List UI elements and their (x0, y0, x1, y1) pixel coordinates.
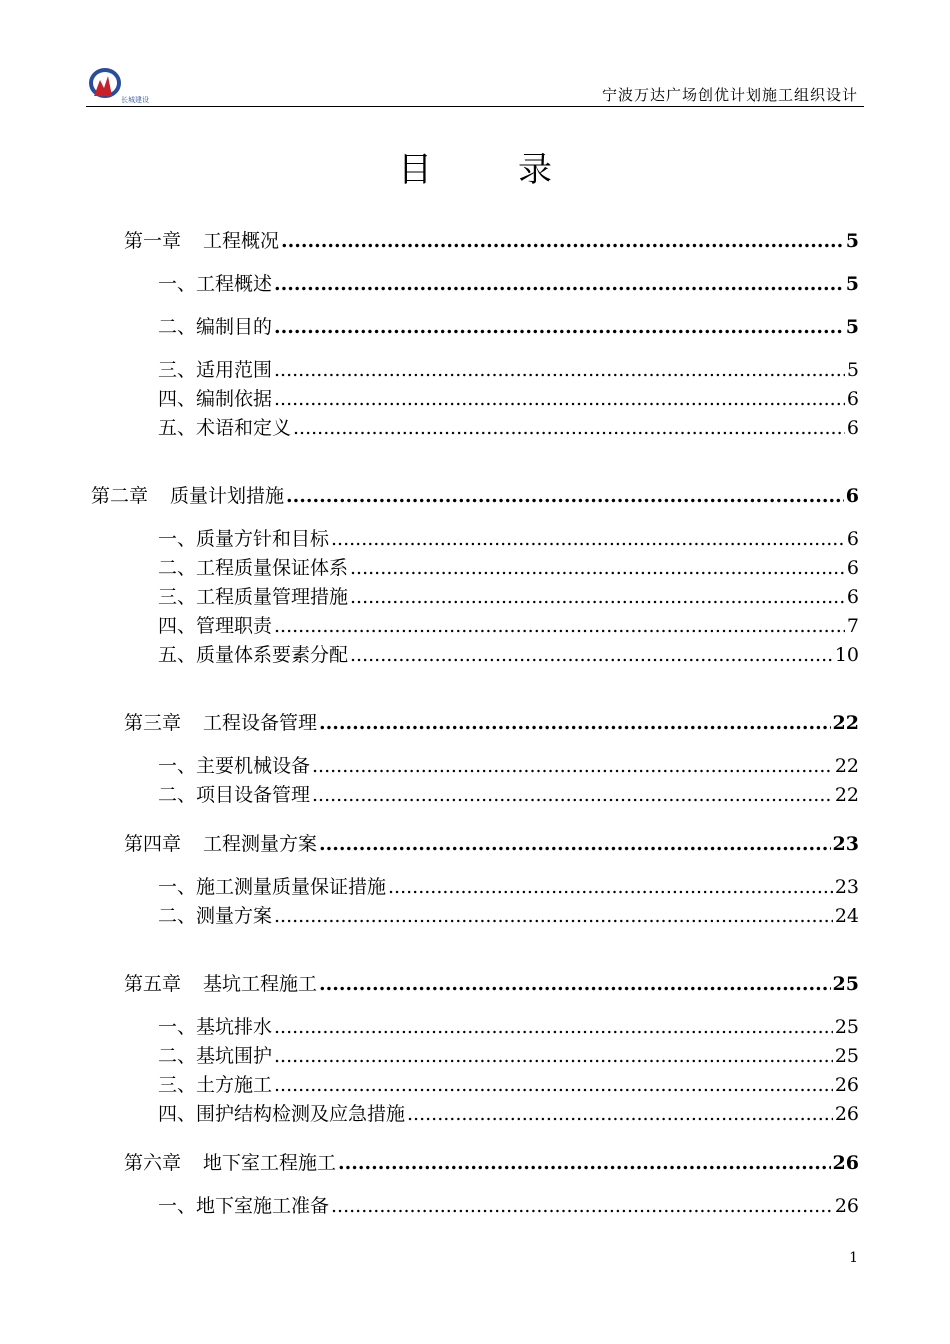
entry-label: 四、围护结构检测及应急措施 (158, 1103, 406, 1125)
leader-dots (350, 555, 845, 581)
toc-entry-section[interactable] (158, 526, 859, 552)
leader-dots (319, 710, 831, 736)
toc-entry-chapter[interactable] (124, 228, 859, 254)
leader-dots (407, 1101, 833, 1127)
toc-title-char-1: 目 (398, 150, 432, 190)
entry-page: 7 (846, 615, 859, 637)
entry-page: 6 (846, 417, 859, 439)
entry-label: 一、施工测量质量保证措施 (158, 876, 387, 898)
toc-entry-section[interactable] (158, 415, 859, 441)
entry-label: 四、管理职责 (158, 615, 273, 637)
entry-label: 五、术语和定义 (158, 417, 292, 439)
toc-entry-section[interactable] (158, 874, 859, 900)
entry-label: 二、编制目的 (158, 316, 273, 338)
toc-entry-section[interactable] (158, 1072, 859, 1098)
entry-label: 基坑工程施工 (203, 973, 318, 995)
leader-dots (274, 613, 845, 639)
toc-entry-chapter[interactable] (124, 831, 859, 857)
toc-entry-section[interactable] (158, 613, 859, 639)
leader-dots (388, 874, 833, 900)
entry-page: 6 (846, 388, 859, 410)
company-logo (88, 66, 150, 104)
toc-entry-section[interactable] (158, 386, 859, 412)
entry-page: 6 (845, 485, 859, 507)
entry-label: 一、主要机械设备 (158, 755, 311, 777)
entry-page: 6 (846, 586, 859, 608)
entry-label: 工程测量方案 (203, 833, 318, 855)
leader-dots (286, 483, 844, 509)
toc-title-char-2: 录 (518, 150, 552, 190)
toc-entry-chapter[interactable] (124, 710, 859, 736)
entry-page: 22 (832, 712, 859, 734)
leader-dots (274, 903, 833, 929)
entry-label: 二、项目设备管理 (158, 784, 311, 806)
entry-page: 22 (834, 755, 859, 777)
entry-label: 一、工程概述 (158, 273, 273, 295)
entry-page: 25 (832, 973, 859, 995)
leader-dots (331, 1193, 833, 1219)
leader-dots (293, 415, 845, 441)
entry-label: 三、工程质量管理措施 (158, 586, 349, 608)
entry-page: 25 (834, 1045, 859, 1067)
entry-page: 5 (846, 359, 859, 381)
leader-dots (281, 228, 844, 254)
toc-entry-chapter[interactable] (124, 1150, 859, 1176)
header-divider (86, 106, 864, 107)
leader-dots (312, 753, 833, 779)
entry-page: 5 (845, 273, 859, 295)
entry-label: 五、质量体系要素分配 (158, 644, 349, 666)
document-header-title: 宁波万达广场创优计划施工组织设计 (601, 86, 858, 104)
leader-dots (274, 1043, 833, 1069)
chapter-number: 第四章 (124, 833, 182, 855)
entry-page: 24 (834, 905, 859, 927)
toc-entry-section[interactable] (158, 1043, 859, 1069)
entry-label: 二、基坑围护 (158, 1045, 273, 1067)
entry-label: 二、测量方案 (158, 905, 273, 927)
footer-page-number: 1 (849, 1250, 858, 1266)
entry-label: 三、土方施工 (158, 1074, 273, 1096)
entry-page: 23 (832, 833, 859, 855)
leader-dots (274, 1014, 833, 1040)
entry-page: 5 (845, 230, 859, 252)
entry-label: 二、工程质量保证体系 (158, 557, 349, 579)
leader-dots (274, 271, 844, 297)
chapter-number: 第六章 (124, 1152, 182, 1174)
leader-dots (331, 526, 845, 552)
leader-dots (350, 642, 833, 668)
entry-page: 22 (834, 784, 859, 806)
entry-page: 6 (846, 528, 859, 550)
toc-entry-chapter[interactable] (91, 483, 859, 509)
toc-title (0, 142, 950, 191)
toc-entry-section[interactable] (158, 903, 859, 929)
entry-page: 10 (834, 644, 859, 666)
entry-label: 工程设备管理 (203, 712, 318, 734)
entry-page: 23 (834, 876, 859, 898)
leader-dots (350, 584, 845, 610)
toc-entry-chapter[interactable] (124, 971, 859, 997)
leader-dots (312, 782, 833, 808)
toc-entry-section[interactable] (158, 1014, 859, 1040)
entry-label: 地下室工程施工 (203, 1152, 337, 1174)
entry-label: 一、质量方针和目标 (158, 528, 330, 550)
toc-entry-section[interactable] (158, 584, 859, 610)
toc-entry-section[interactable] (158, 357, 859, 383)
entry-page: 26 (834, 1103, 859, 1125)
leader-dots (338, 1150, 831, 1176)
leader-dots (274, 314, 844, 340)
leader-dots (319, 971, 831, 997)
entry-label: 一、基坑排水 (158, 1016, 273, 1038)
toc-entry-section[interactable] (158, 642, 859, 668)
leader-dots (274, 357, 845, 383)
toc-entry-section[interactable] (158, 782, 859, 808)
logo-text: 长城建设 (121, 96, 149, 104)
toc-entry-section[interactable] (158, 753, 859, 779)
chapter-number: 第五章 (124, 973, 182, 995)
entry-page: 5 (845, 316, 859, 338)
leader-dots (274, 1072, 833, 1098)
toc-entry-section[interactable] (158, 314, 859, 340)
toc-entry-section[interactable] (158, 1193, 859, 1219)
toc-entry-section[interactable] (158, 271, 859, 297)
entry-label: 质量计划措施 (170, 485, 285, 507)
entry-page: 26 (832, 1152, 859, 1174)
entry-page: 26 (834, 1074, 859, 1096)
toc-entry-section[interactable] (158, 555, 859, 581)
entry-page: 26 (834, 1195, 859, 1217)
chapter-number: 第一章 (124, 230, 182, 252)
entry-label: 工程概况 (203, 230, 280, 252)
chapter-number: 第三章 (124, 712, 182, 734)
entry-page: 6 (846, 557, 859, 579)
entry-page: 25 (834, 1016, 859, 1038)
leader-dots (274, 386, 845, 412)
leader-dots (319, 831, 831, 857)
toc-entry-section[interactable] (158, 1101, 859, 1127)
chapter-number: 第二章 (91, 485, 149, 507)
entry-label: 一、地下室施工准备 (158, 1195, 330, 1217)
entry-label: 三、适用范围 (158, 359, 273, 381)
entry-label: 四、编制依据 (158, 388, 273, 410)
